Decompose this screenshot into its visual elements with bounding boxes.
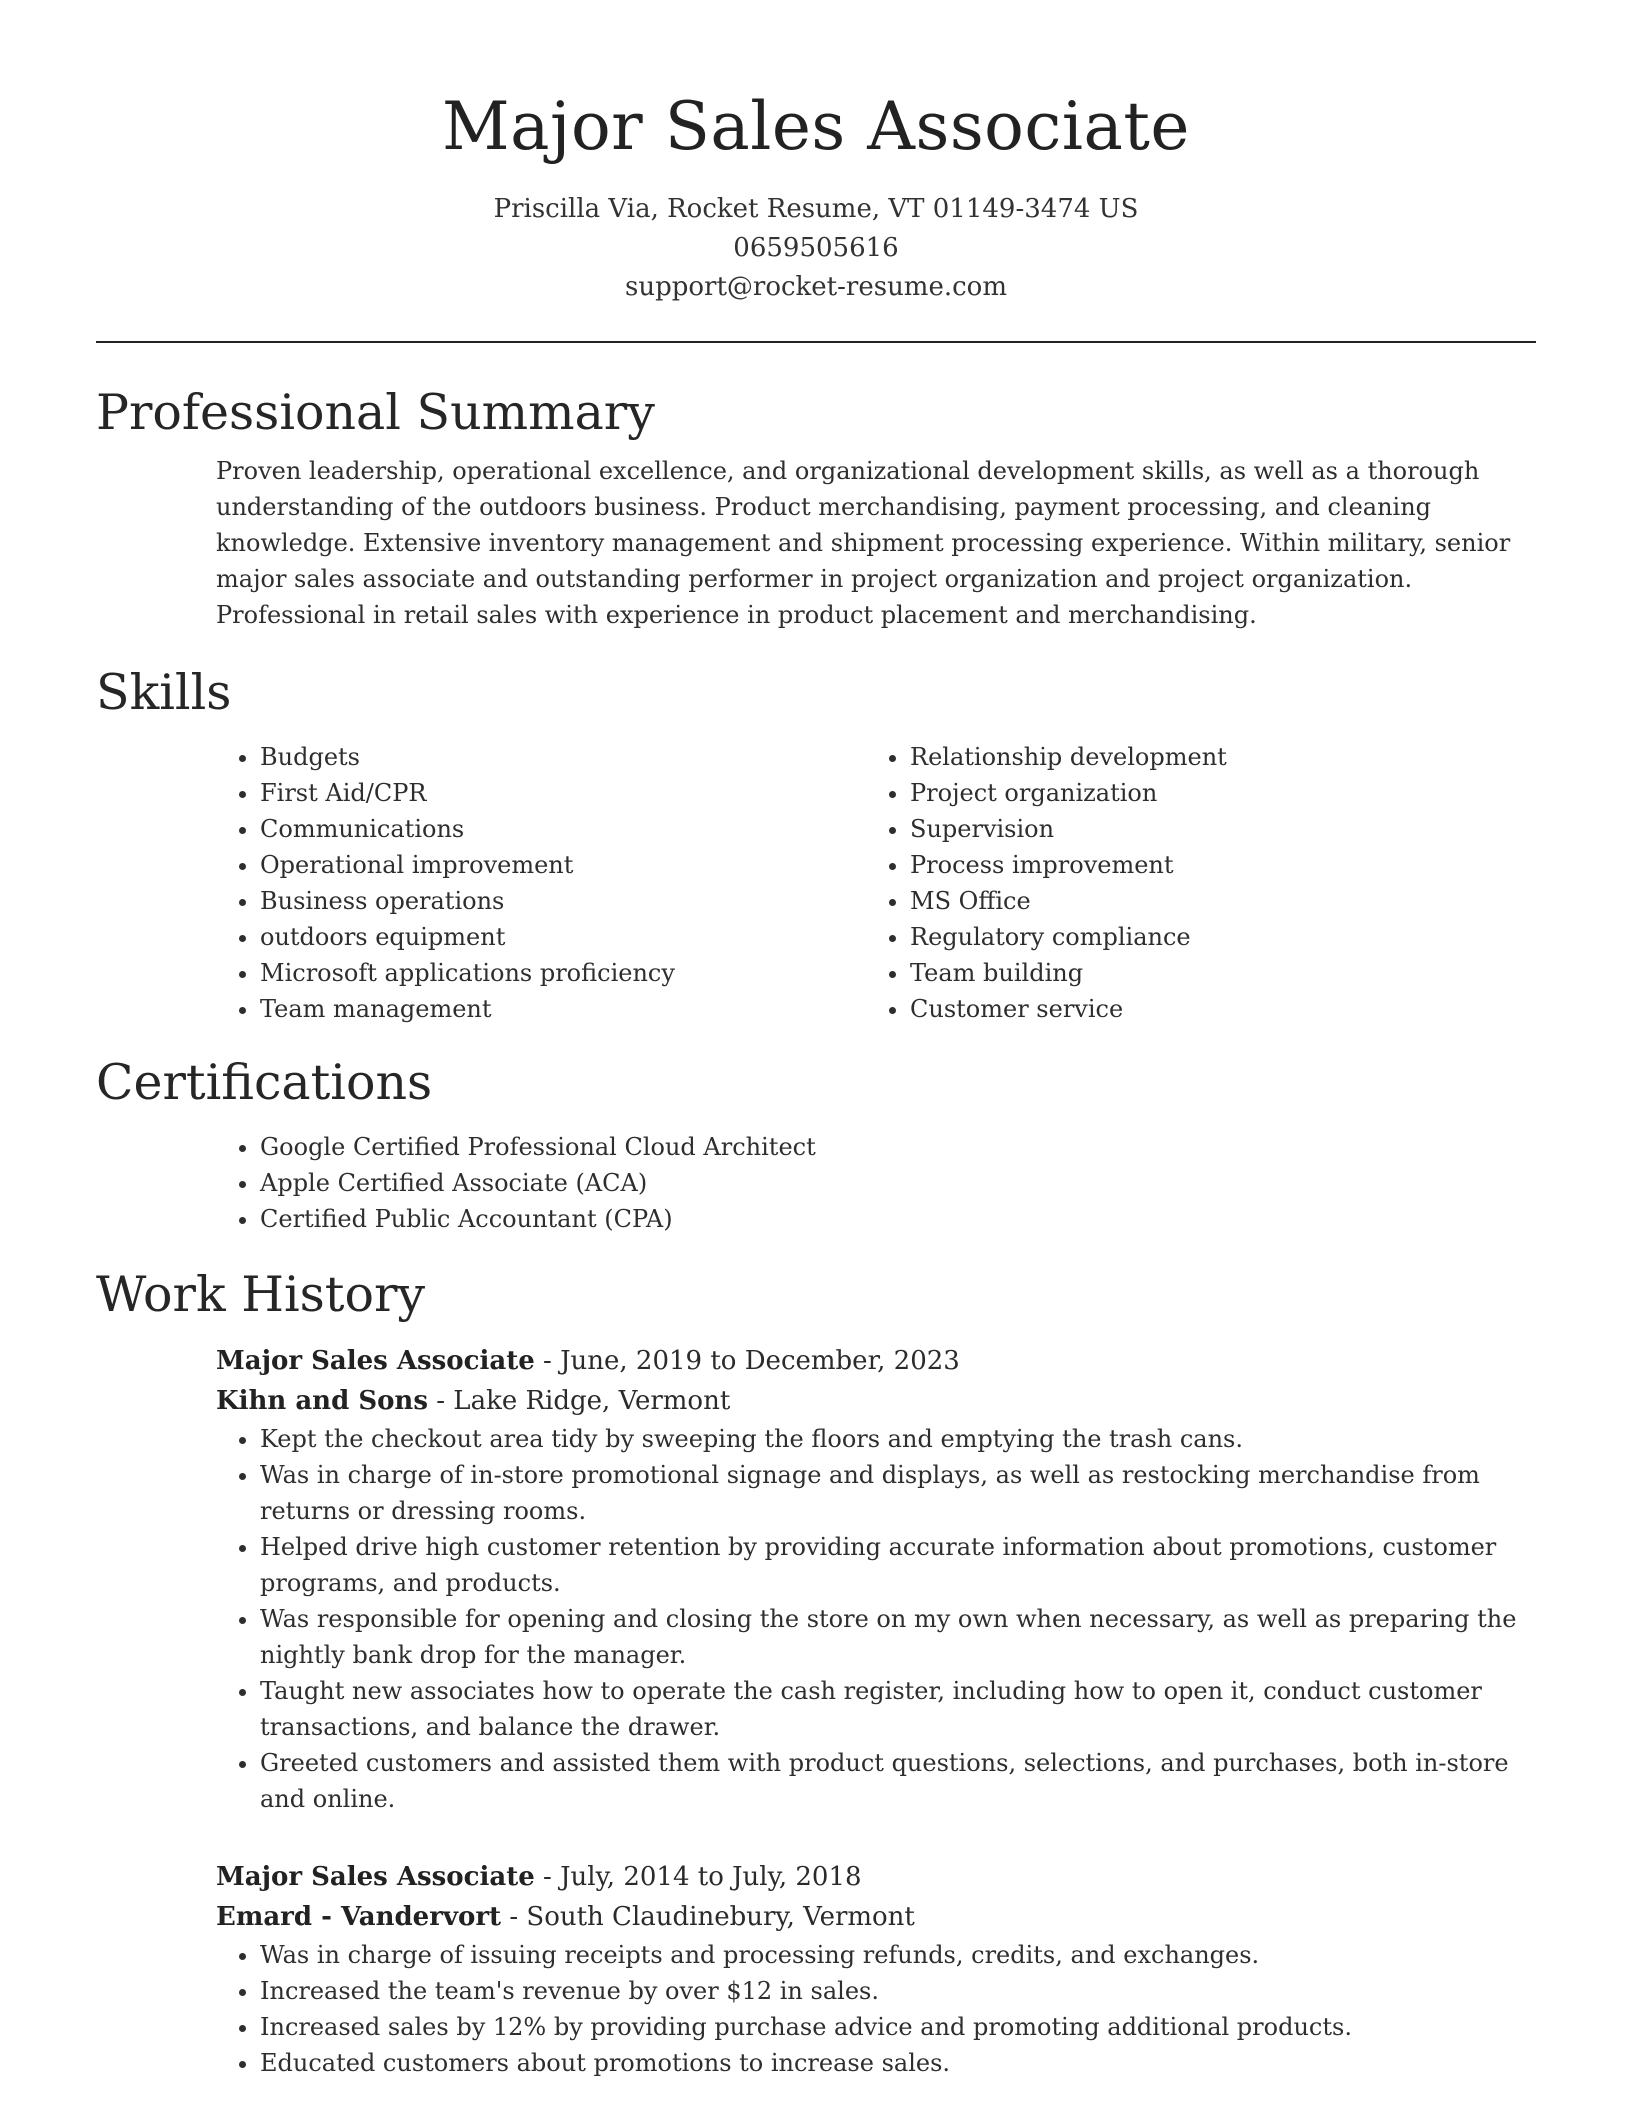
skill-item: • Regulatory compliance (910, 919, 1516, 955)
contact-block (96, 190, 1536, 307)
skills-column-left (216, 739, 866, 1027)
job-company-line (216, 1897, 1536, 1937)
job-location: - South Claudinebury, Vermont (501, 1902, 915, 1932)
skill-item: • Team management (260, 991, 866, 1027)
job-role: Major Sales Associate (216, 1346, 535, 1376)
job-bullet: • Was in charge of in-store promotional signage and displays, as well as restocking merchandise from returns or dressing rooms. (260, 1457, 1536, 1529)
skill-item: • Relationship development (910, 739, 1516, 775)
job-location: - Lake Ridge, Vermont (427, 1386, 731, 1416)
header-divider (96, 341, 1536, 343)
skill-item: • Supervision (910, 811, 1516, 847)
job-company-line (216, 1381, 1536, 1421)
job-bullet: • Was responsible for opening and closing the store on my own when necessary, as well as preparing the nightly bank drop for the manager. (260, 1601, 1536, 1673)
skill-item: • Business operations (260, 883, 866, 919)
summary-text: Proven leadership, operational excellence, and organizational development skills, as well as a thorough understanding of the outdoors business. Product merchandising, payment processing, and cleaning knowledge. Extensive inventory management and shipment processing experience. Within military, senior major sales associate and outstanding performer in project organization and project organization. Professional in retail sales with experience in product placement and merchandising. (216, 457, 1511, 629)
summary-section (96, 381, 1536, 633)
certifications-title: Certifications (96, 1054, 433, 1111)
skill-item: • Customer service (910, 991, 1516, 1027)
skills-title: Skills (96, 664, 232, 721)
job-role: Major Sales Associate (216, 1862, 535, 1892)
skill-item: • Budgets (260, 739, 866, 775)
job-title-line (216, 1341, 1536, 1381)
skill-item: • First Aid/CPR (260, 775, 866, 811)
skill-item: • Communications (260, 811, 866, 847)
job-bullets (216, 1421, 1536, 1817)
skills-section (96, 661, 1536, 1027)
job-bullet: • Helped drive high customer retention by providing accurate information about promotions, customer programs, and products. (260, 1529, 1536, 1601)
skill-item: • Operational improvement (260, 847, 866, 883)
skill-item: • Project organization (910, 775, 1516, 811)
certification-item: • Google Certified Professional Cloud Architect (260, 1129, 1536, 1165)
job-bullet: • Kept the checkout area tidy by sweeping the floors and emptying the trash cans. (260, 1421, 1536, 1457)
job-entry (96, 1341, 1536, 1817)
job-bullet: • Was in charge of issuing receipts and processing refunds, credits, and exchanges. (260, 1937, 1536, 1973)
skill-item: • Microsoft applications proficiency (260, 955, 866, 991)
job-bullet: • Taught new associates how to operate the cash register, including how to open it, conduct customer transactions, and balance the drawer. (260, 1673, 1536, 1745)
certifications-section (96, 1051, 1536, 1237)
job-bullets (216, 1937, 1536, 2081)
job-bullet: • Greeted customers and assisted them with product questions, selections, and purchases, both in-store and online. (260, 1745, 1536, 1817)
work-history-section (96, 1263, 1536, 2081)
job-bullet: • Increased sales by 12% by providing purchase advice and promoting additional products. (260, 2009, 1536, 2045)
job-title-line (216, 1857, 1536, 1897)
contact-phone: 0659505616 (733, 233, 899, 263)
resume-page (96, 0, 1536, 2081)
skill-item: • outdoors equipment (260, 919, 866, 955)
resume-name: Major Sales Associate (442, 88, 1190, 165)
summary-title: Professional Summary (96, 384, 655, 441)
skill-item: • Team building (910, 955, 1516, 991)
skill-item: • Process improvement (910, 847, 1516, 883)
certification-item: • Apple Certified Associate (ACA) (260, 1165, 1536, 1201)
job-dates: - June, 2019 to December, 2023 (534, 1346, 960, 1376)
skills-grid (96, 739, 1536, 1027)
job-employer: Kihn and Sons (216, 1386, 428, 1416)
job-bullet: • Increased the team's revenue by over $12 in sales. (260, 1973, 1536, 2009)
skills-column-right (866, 739, 1516, 1027)
job-entry (96, 1857, 1536, 2081)
certifications-list (96, 1129, 1536, 1237)
work-history-title: Work History (96, 1266, 426, 1323)
skill-item: • MS Office (910, 883, 1516, 919)
job-dates: - July, 2014 to July, 2018 (534, 1862, 862, 1892)
resume-header (96, 0, 1536, 343)
certification-item: • Certified Public Accountant (CPA) (260, 1201, 1536, 1237)
job-bullet: • Educated customers about promotions to increase sales. (260, 2045, 1536, 2081)
contact-address: Priscilla Via, Rocket Resume, VT 01149-3474 US (493, 194, 1139, 224)
job-employer: Emard - Vandervort (216, 1902, 502, 1932)
contact-email: support@rocket-resume.com (624, 272, 1007, 302)
